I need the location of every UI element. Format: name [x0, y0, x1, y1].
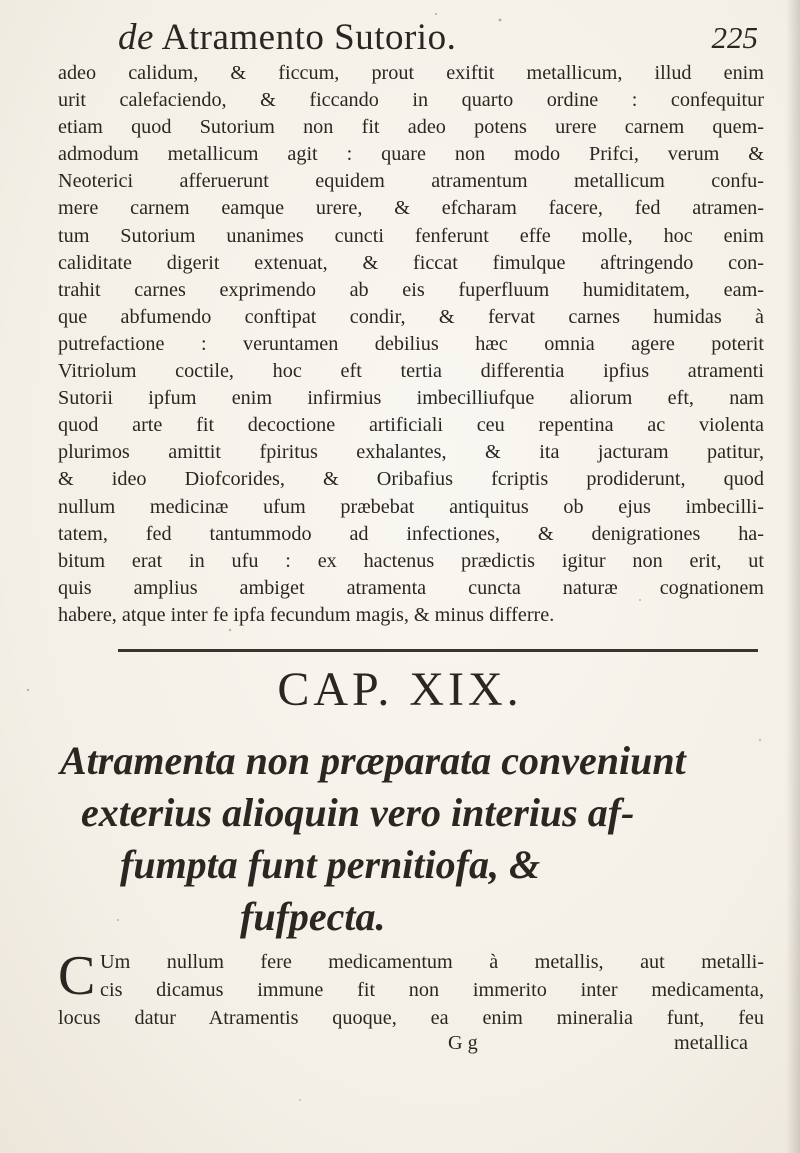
text-line: urit calefaciendo, & ficcando in quarto ordine : confequitur	[58, 89, 764, 112]
text-line: admodum metallicum agit : quare non modo Prifci, verum &	[58, 143, 764, 166]
text-line: nullum medicinæ ufum præbebat antiquitus ob ejus imbecilli-	[58, 495, 764, 518]
text-line: putrefactione : veruntamen debilius hæc omnia agere poterit	[58, 332, 764, 355]
chapter-title-line: fufpecta.	[240, 894, 386, 939]
running-title-text: Atramento Sutorio.	[161, 17, 457, 58]
text-line: quis amplius ambiget atramenta cuncta naturæ cognationem	[58, 576, 764, 599]
chapter-number: CAP. XIX.	[277, 663, 523, 716]
running-title-prefix: de	[118, 17, 154, 58]
chapter-title-line: Atramenta non præparata conveniunt	[60, 738, 686, 783]
text-line: caliditate digerit extenuat, & ficcat fimulque aftringendo con-	[58, 251, 764, 274]
text-line: plurimos amittit fpiritus exhalantes, & ita jacturam patitur,	[58, 441, 764, 464]
text-line: tatem, fed tantummodo ad infectiones, & denigrationes ha-	[58, 522, 764, 545]
chapter-title-line: fumpta funt pernitiofa, &	[120, 842, 541, 887]
text-line: habere, atque inter fe ipfa fecundum magis, & minus differre.	[58, 603, 555, 626]
text-line: mere carnem eamque urere, & efcharam facere, fed atramen-	[58, 197, 764, 220]
text-line: etiam quod Sutorium non fit adeo potens urere carnem quem-	[58, 116, 764, 139]
text-line: locus datur Atramentis quoque, ea enim mineralia funt, feu	[58, 1007, 764, 1029]
text-line: que abfumendo conftipat condir, & fervat carnes humidas à	[58, 305, 764, 328]
text-line: Neoterici afferuerunt equidem atramentum metallicum confu-	[58, 170, 764, 193]
text-line: Vitriolum coctile, hoc eft tertia differentia ipfius atramenti	[58, 360, 764, 383]
signature-mark: G g	[448, 1032, 478, 1054]
drop-cap: C	[58, 945, 96, 1007]
catchword: metallica	[674, 1032, 748, 1054]
text-line: adeo calidum, & ficcum, prout exiftit metallicum, illud enim	[58, 62, 764, 84]
text-line: tum Sutorium unanimes cuncti fenferunt effe molle, hoc enim	[58, 224, 764, 247]
chapter-title-line: exterius alioquin vero interius af-	[81, 790, 635, 835]
text-line: & ideo Diofcorides, & Oribafius fcriptis prodiderunt, quod	[58, 468, 764, 491]
text-line: bitum erat in ufu : ex hactenus prædictis igitur non erit, ut	[58, 549, 764, 572]
text-line: quod arte fit decoctione artificiali ceu repentina ac violenta	[58, 414, 764, 437]
page-number: 225	[711, 20, 758, 55]
text-line: trahit carnes exprimendo ab eis fuperfluum humiditatem, eam-	[58, 278, 764, 301]
text-line: cis dicamus immune fit non immerito inter medicamenta,	[100, 979, 764, 1001]
text-line: Sutorii ipfum enim infirmius imbecilliufque aliorum eft, nam	[58, 387, 764, 410]
text-line: Um nullum fere medicamentum à metallis, aut metalli-	[100, 951, 764, 973]
